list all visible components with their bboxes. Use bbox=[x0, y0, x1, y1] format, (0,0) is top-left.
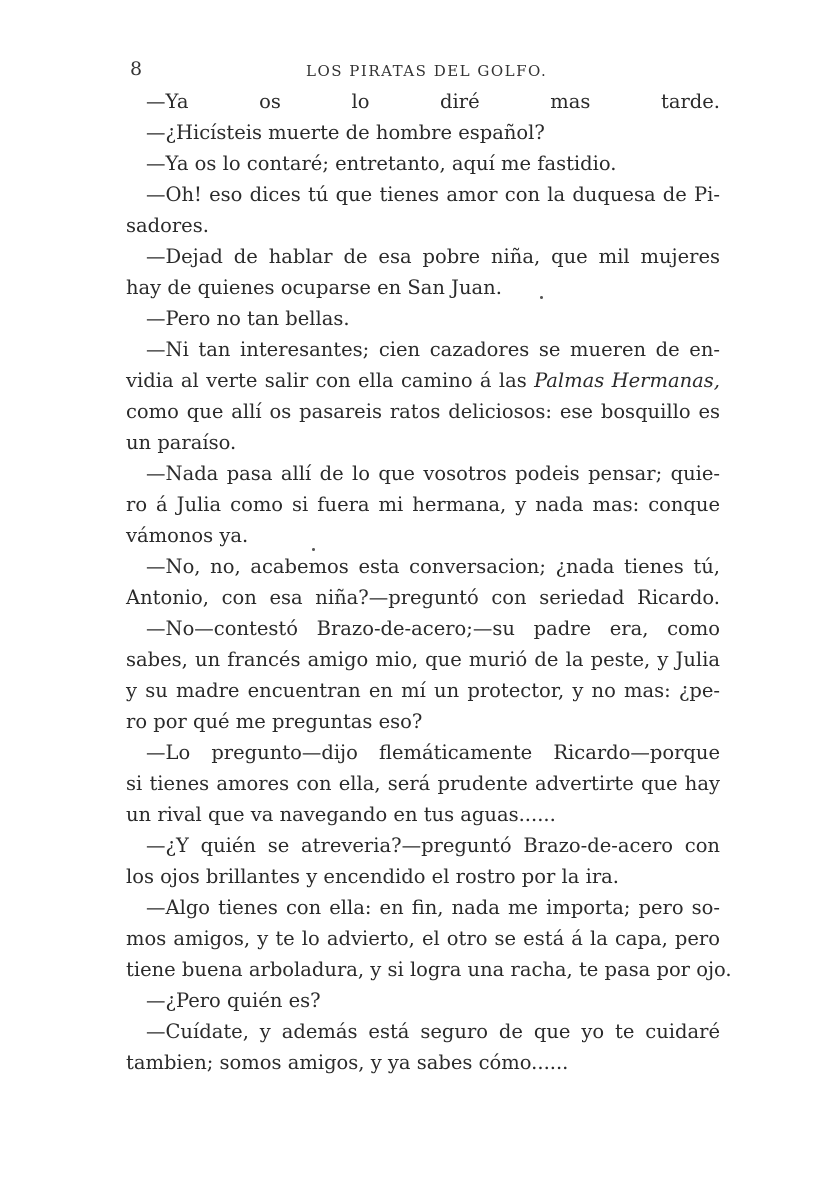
italic-place-name: Palmas Hermanas, bbox=[534, 369, 720, 392]
running-title: LOS PIRATAS DEL GOLFO. bbox=[306, 62, 548, 80]
text-line: vámonos ya. bbox=[126, 524, 249, 547]
text-line: —Dejad de hablar de esa pobre niña, que mil mujeres bbox=[146, 245, 720, 268]
text-line: Antonio, con esa niña?—preguntó con seriedad Ricardo. bbox=[126, 586, 720, 609]
text-line: un paraíso. bbox=[126, 431, 237, 454]
text-line: —Oh! eso dices tú que tienes amor con la duquesa de Pi- bbox=[146, 183, 720, 206]
text-line: —No—contestó Brazo-de-acero;—su padre era, como bbox=[146, 617, 720, 640]
text-line: si tienes amores con ella, será prudente advertirte que hay bbox=[126, 772, 720, 795]
text-line: —Nada pasa allí de lo que vosotros podeis pensar; quie- bbox=[146, 462, 720, 485]
text-line: —No, no, acabemos esta conversacion; ¿nada tienes tú, bbox=[146, 555, 720, 578]
text-line bbox=[126, 365, 720, 396]
text-line: tambien; somos amigos, y ya sabes cómo...... bbox=[126, 1051, 569, 1074]
text-line: —¿Y quién se atreveria?—preguntó Brazo-de-acero con bbox=[146, 834, 720, 857]
text-line: sabes, un francés amigo mio, que murió de la peste, y Julia bbox=[126, 648, 720, 671]
text-line: —Cuídate, y además está seguro de que yo te cuidaré bbox=[146, 1020, 720, 1043]
text-line: —¿Hicísteis muerte de hombre español? bbox=[146, 121, 545, 144]
text-line: —Lo pregunto—dijo flemáticamente Ricardo—porque bbox=[146, 741, 720, 764]
text-line: —Ya os lo diré mas tarde. bbox=[146, 90, 720, 113]
text-line: —¿Pero quién es? bbox=[146, 989, 321, 1012]
text-line: —Ni tan interesantes; cien cazadores se mueren de en- bbox=[146, 338, 720, 361]
text-line: —Ya os lo contaré; entretanto, aquí me fastidio. bbox=[146, 152, 617, 175]
text-line: ro á Julia como si fuera mi hermana, y nada mas: conque bbox=[126, 493, 720, 516]
text-line-plain: vidia al verte salir con ella camino á las bbox=[126, 369, 535, 392]
text-line: tiene buena arboladura, y si logra una racha, te pasa por ojo. bbox=[126, 958, 732, 981]
text-line: sadores. bbox=[126, 214, 209, 237]
page-header bbox=[126, 56, 716, 84]
print-speck bbox=[312, 548, 315, 551]
text-line: y su madre encuentran en mí un protector, y no mas: ¿pe- bbox=[126, 679, 720, 702]
text-line: —Pero no tan bellas. bbox=[146, 307, 350, 330]
print-speck bbox=[540, 296, 543, 299]
text-line: un rival que va navegando en tus aguas...... bbox=[126, 803, 556, 826]
text-line: como que allí os pasareis ratos deliciosos: ese bosquillo es bbox=[126, 400, 720, 423]
text-line: ro por qué me preguntas eso? bbox=[126, 710, 423, 733]
text-line: hay de quienes ocuparse en San Juan. bbox=[126, 276, 502, 299]
page-number: 8 bbox=[130, 58, 143, 80]
text-line: los ojos brillantes y encendido el rostro por la ira. bbox=[126, 865, 619, 888]
text-line: —Algo tienes con ella: en fin, nada me importa; pero so- bbox=[146, 896, 720, 919]
text-line: mos amigos, y te lo advierto, el otro se está á la capa, pero bbox=[126, 927, 720, 950]
body-text bbox=[126, 86, 732, 1078]
